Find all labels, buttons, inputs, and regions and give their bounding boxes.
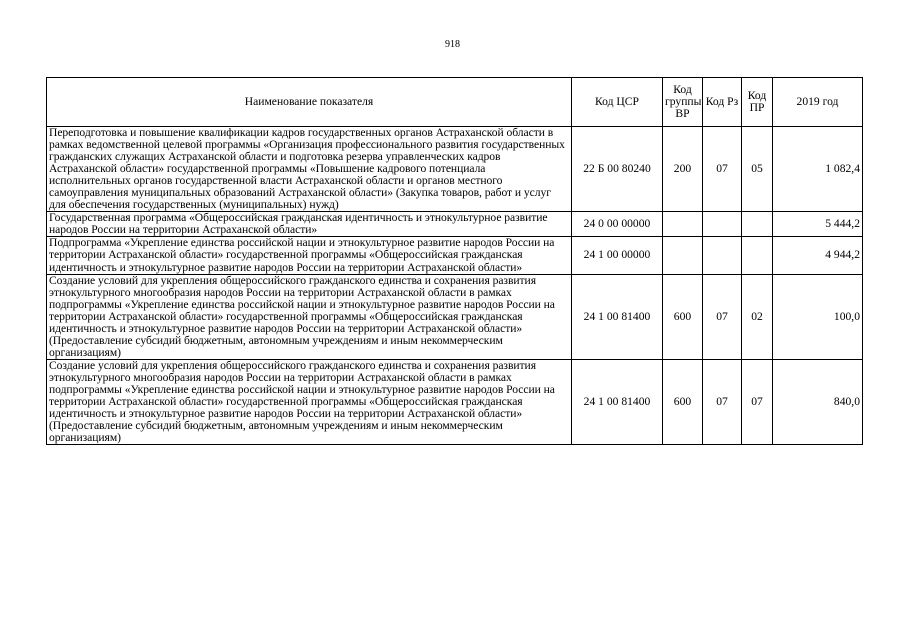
row-csr: 24 0 00 00000 — [572, 212, 663, 237]
row-vr: 200 — [663, 127, 703, 212]
row-pr: 05 — [742, 127, 773, 212]
table-row — [47, 212, 863, 237]
row-vr: 600 — [663, 359, 703, 444]
row-csr: 24 1 00 00000 — [572, 237, 663, 274]
budget-table — [46, 77, 863, 445]
table-row — [47, 127, 863, 212]
row-name: Переподготовка и повышение квалификации кадров государственных органов Астраханской области в рамках ведомственной целевой программы «Организация профессионального развития государственных гражданских служащих Астраханской области и подготовка резерва управленческих кадров Астраханской области» государственной программы «Повышение кадрового потенциала исполнительных органов государственной власти Астраханской области и органов местного самоуправления муниципальных образований Астраханской области» (Закупка товаров, работ и услуг для обеспечения государственных (муниципальных) нужд) — [47, 127, 572, 212]
row-name: Государственная программа «Общероссийская гражданская идентичность и этнокультурное развитие народов России на территории Астраханской области» — [47, 212, 572, 237]
table-row — [47, 274, 863, 359]
row-vr — [663, 237, 703, 274]
row-rz — [703, 212, 742, 237]
row-rz — [703, 237, 742, 274]
row-amount: 4 944,2 — [773, 237, 863, 274]
row-rz: 07 — [703, 274, 742, 359]
row-pr: 02 — [742, 274, 773, 359]
row-pr — [742, 212, 773, 237]
row-csr: 22 Б 00 80240 — [572, 127, 663, 212]
header-name: Наименование показателя — [47, 78, 572, 127]
row-name: Создание условий для укрепления общероссийского гражданского единства и сохранения развития этнокультурного многообразия народов России на территории Астраханской области в рамках подпрограммы «Укрепление единства российской нации и этнокультурное развитие народов России на территории Астраханской области» государственной программы «Общероссийская гражданская идентичность и этнокультурное развитие народов России на территории Астраханской области» (Предоставление субсидий бюджетным, автономным учреждениям и иным некоммерческим организациям) — [47, 274, 572, 359]
row-rz: 07 — [703, 359, 742, 444]
row-rz: 07 — [703, 127, 742, 212]
header-rz: Код Рз — [703, 78, 742, 127]
row-name: Подпрограмма «Укрепление единства российской нации и этнокультурное развитие народов России на территории Астраханской области» государственной программы «Общероссийская гражданская идентичность и этнокультурное развитие народов России на территории Астраханской области» — [47, 237, 572, 274]
header-csr: Код ЦСР — [572, 78, 663, 127]
row-csr: 24 1 00 81400 — [572, 359, 663, 444]
row-vr — [663, 212, 703, 237]
row-pr: 07 — [742, 359, 773, 444]
row-amount: 840,0 — [773, 359, 863, 444]
table-row — [47, 237, 863, 274]
table-header-row — [47, 78, 863, 127]
header-year: 2019 год — [773, 78, 863, 127]
row-name: Создание условий для укрепления общероссийского гражданского единства и сохранения развития этнокультурного многообразия народов России на территории Астраханской области в рамках подпрограммы «Укрепление единства российской нации и этнокультурное развитие народов России на территории Астраханской области» государственной программы «Общероссийская гражданская идентичность и этнокультурное развитие народов России на территории Астраханской области» (Предоставление субсидий бюджетным, автономным учреждениям и иным некоммерческим организациям) — [47, 359, 572, 444]
page-number: 918 — [445, 39, 460, 50]
row-amount: 100,0 — [773, 274, 863, 359]
header-vr: Код группы ВР — [663, 78, 703, 127]
row-vr: 600 — [663, 274, 703, 359]
row-amount: 5 444,2 — [773, 212, 863, 237]
row-pr — [742, 237, 773, 274]
table-row — [47, 359, 863, 444]
row-amount: 1 082,4 — [773, 127, 863, 212]
header-pr: Код ПР — [742, 78, 773, 127]
row-csr: 24 1 00 81400 — [572, 274, 663, 359]
